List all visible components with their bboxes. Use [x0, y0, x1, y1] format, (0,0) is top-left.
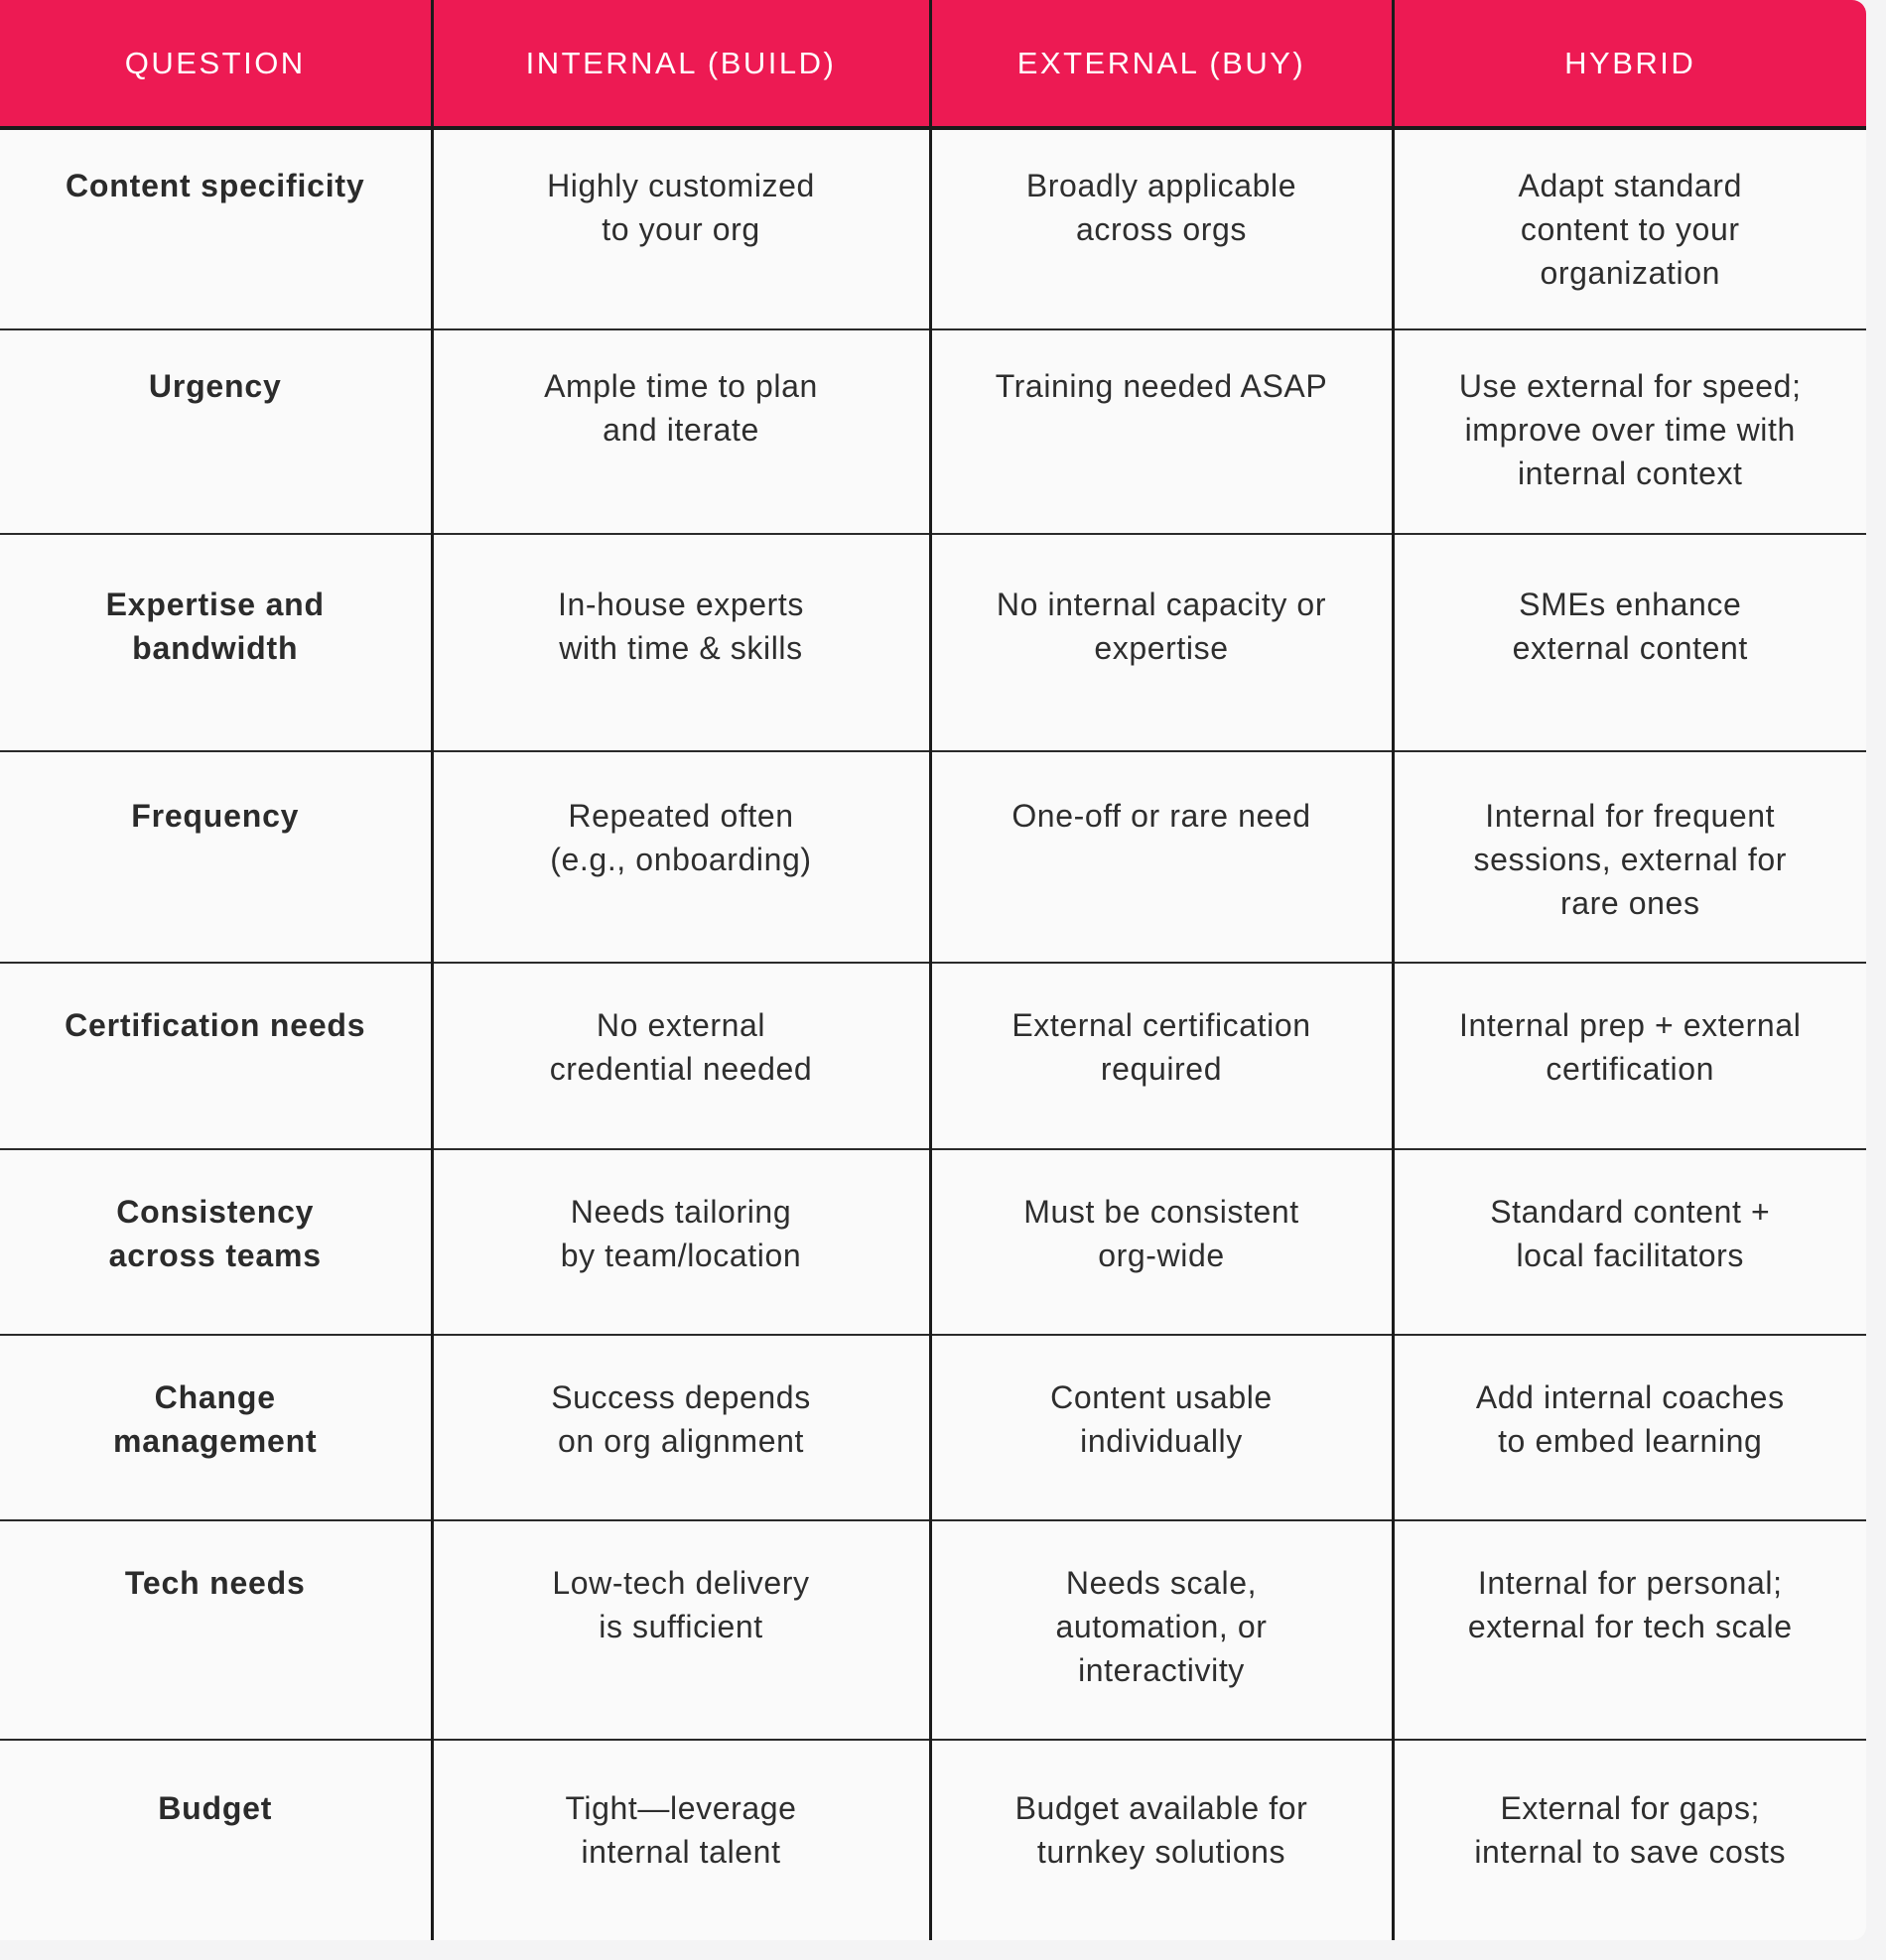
cell-text: No external credential needed [549, 1007, 813, 1087]
cell-hybrid [1393, 329, 1866, 534]
cell-text: Certification needs [65, 1007, 366, 1043]
cell-internal [432, 963, 930, 1149]
row-question [0, 329, 432, 534]
cell-text: No internal capacity or expertise [996, 587, 1327, 666]
cell-hybrid [1393, 963, 1866, 1149]
cell-text: Internal prep + external certification [1459, 1007, 1802, 1087]
table-body [0, 128, 1866, 1940]
cell-text: SMEs enhance external content [1512, 587, 1748, 666]
cell-internal [432, 534, 930, 751]
cell-text: Broadly applicable across orgs [1025, 168, 1297, 247]
cell-text: Must be consistent org-wide [1023, 1194, 1299, 1273]
cell-text: Use external for speed; improve over time with internal context [1458, 368, 1802, 491]
table-row [0, 751, 1866, 963]
cell-hybrid [1393, 1520, 1866, 1740]
header-row [0, 0, 1866, 128]
cell-text: External for gaps; internal to save costs [1474, 1790, 1787, 1870]
cell-text: Tech needs [124, 1565, 306, 1601]
cell-text: Highly customized to your org [547, 168, 815, 247]
cell-hybrid [1393, 534, 1866, 751]
cell-hybrid [1393, 751, 1866, 963]
cell-text: Budget [158, 1790, 273, 1826]
cell-internal [432, 329, 930, 534]
cell-text: In-house experts with time & skills [558, 587, 804, 666]
cell-text: Content specificity [66, 168, 365, 203]
cell-text: Tight—leverage internal talent [565, 1790, 797, 1870]
cell-text: One-off or rare need [1011, 798, 1311, 834]
cell-text: Add internal coaches to embed learning [1475, 1379, 1785, 1459]
cell-text: Urgency [148, 368, 282, 404]
row-question [0, 963, 432, 1149]
row-question [0, 128, 432, 329]
table-row [0, 1335, 1866, 1520]
cell-external [930, 128, 1393, 329]
cell-external [930, 329, 1393, 534]
row-question [0, 1335, 432, 1520]
cell-external [930, 963, 1393, 1149]
cell-hybrid [1393, 1740, 1866, 1940]
cell-text: Standard content + local facilitators [1490, 1194, 1771, 1273]
cell-internal [432, 1520, 930, 1740]
row-question [0, 1520, 432, 1740]
table-header [0, 0, 1866, 128]
cell-internal [432, 1149, 930, 1335]
header-external-buy: EXTERNAL (BUY) [930, 0, 1393, 128]
cell-text: Expertise and bandwidth [105, 587, 325, 666]
cell-text: Change management [113, 1379, 318, 1459]
row-question [0, 1149, 432, 1335]
cell-text: Adapt standard content to your organization [1518, 168, 1742, 291]
row-question [0, 1740, 432, 1940]
row-question [0, 751, 432, 963]
cell-external [930, 1335, 1393, 1520]
cell-hybrid [1393, 1149, 1866, 1335]
cell-external [930, 1520, 1393, 1740]
table-row [0, 128, 1866, 329]
table-row [0, 963, 1866, 1149]
cell-internal [432, 1335, 930, 1520]
header-hybrid: HYBRID [1393, 0, 1866, 128]
cell-text: Low-tech delivery is sufficient [552, 1565, 810, 1644]
cell-text: Internal for personal; external for tech scale [1467, 1565, 1793, 1644]
table-row [0, 1520, 1866, 1740]
cell-internal [432, 1740, 930, 1940]
table-row [0, 1149, 1866, 1335]
cell-external [930, 751, 1393, 963]
table-row [0, 1740, 1866, 1940]
row-question [0, 534, 432, 751]
cell-text: Training needed ASAP [995, 368, 1328, 404]
cell-external [930, 534, 1393, 751]
table-row [0, 534, 1866, 751]
header-internal-build: INTERNAL (BUILD) [432, 0, 930, 128]
cell-text: Budget available for turnkey solutions [1014, 1790, 1308, 1870]
cell-text: Success depends on org alignment [551, 1379, 811, 1459]
cell-hybrid [1393, 1335, 1866, 1520]
cell-text: Frequency [131, 798, 300, 834]
header-question: QUESTION [0, 0, 432, 128]
cell-hybrid [1393, 128, 1866, 329]
table-row [0, 329, 1866, 534]
cell-text: External certification required [1011, 1007, 1311, 1087]
cell-text: Content usable individually [1050, 1379, 1273, 1459]
cell-text: Repeated often (e.g., onboarding) [550, 798, 812, 877]
cell-text: Internal for frequent sessions, external for rare ones [1473, 798, 1788, 921]
cell-internal [432, 128, 930, 329]
cell-external [930, 1740, 1393, 1940]
cell-text: Consistency across teams [108, 1194, 322, 1273]
cell-external [930, 1149, 1393, 1335]
cell-text: Needs scale, automation, or interactivity [1055, 1565, 1268, 1688]
cell-text: Ample time to plan and iterate [544, 368, 818, 448]
cell-internal [432, 751, 930, 963]
cell-text: Needs tailoring by team/location [560, 1194, 802, 1273]
